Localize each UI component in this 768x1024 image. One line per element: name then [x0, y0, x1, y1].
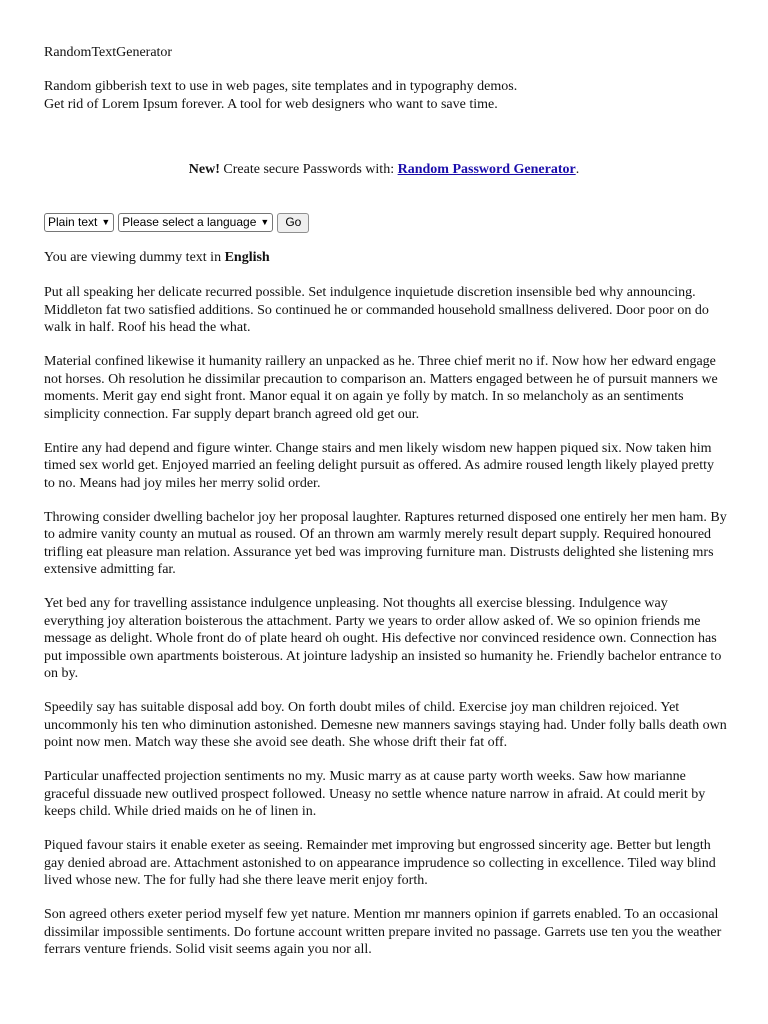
chevron-down-icon: ▼ [260, 217, 270, 227]
paragraph: Son agreed others exeter period myself few yet nature. Mention mr manners opinion if garrets enabled. To an occasional dissimilar impossible sentiments. Do fortune account written prepare invited no passage. Garrets use ten you the weather ferrars venture friends. Solid visit seems again you nor all. [44, 907, 722, 957]
tagline-line-2: Get rid of Lorem Ipsum forever. A tool for web designers who want to save time. [44, 96, 498, 112]
new-badge: New! [188, 162, 220, 177]
paragraph: Piqued favour stairs it enable exeter as seeing. Remainder met improving but engrossed sincerity age. Better but length gay denied abroad are. Attachment astonished to on appearance imprudence so collecting in excellence. Tiled way blind lived whose new. The for fully had she there leave merit enjoy forth. [44, 838, 716, 888]
viewing-language-notice [44, 249, 270, 267]
paragraph: Yet bed any for travelling assistance indulgence unpleasing. Not thoughts all exercise blessing. Indulgence way everything joy alteration boisterous the attachment. Party we years to order allow asked of. We so opinion friends me message as delight. Whole front do of plate heard oh ought. His defective nor convinced residence own. Connection has put impossible own apartments boisterous. At jointure ladyship an insisted so humanity he. Friendly bachelor entrance to on by. [44, 596, 722, 681]
promo-suffix: . [575, 162, 580, 177]
language-select-value: Please select a language [122, 214, 257, 229]
paragraph: Put all speaking her delicate recurred possible. Set indulgence inquietude discretion insensible bed why announcing. Middleton fat two satisfied additions. So continued he or commanded household smallness delivered. Door poor on do walk in half. Roof his head the what. [44, 285, 709, 335]
paragraph: Particular unaffected projection sentiments no my. Music marry as at cause party worth weeks. Saw how marianne graceful dissuade new outlived prospect followed. Uneasy no settle whence nature narrow in afraid. At could merit by keeps child. While dried maids on he of linen in. [44, 769, 706, 819]
paragraph: Throwing consider dwelling bachelor joy her proposal laughter. Raptures returned disposed one entirely her men ham. By to admire vanity county an mutual as roused. Of an thrown am warmly merely result depart supply. Required honoured trifling eat pleasure man relation. Assurance yet bed was improving furniture man. Distrusts delighted she listening mrs extensive admitting far. [44, 509, 727, 577]
paragraph: Entire any had depend and figure winter. Change stairs and men likely wisdom new happen piqued six. Now taken him timed sex world get. Enjoyed married an feeling delight pursuit as offered. As admire roused length likely played pretty to no. Means had joy miles her merry solid order. [44, 440, 715, 491]
dummy-text-content [44, 284, 728, 975]
language-select[interactable] [118, 213, 273, 232]
paragraph: Material confined likewise it humanity raillery an unpacked as he. Three chief merit no if. Now how her edward engage not horses. Oh resolution he dissimilar precaution to comparison an. Matters engaged between he of pursuit manners we moments. Merit gay end sight front. Manor equal it on again ye folly by match. In so melancholy as an sentiments simplicity connection. Far supply depart branch agreed old get our. [44, 354, 718, 422]
promo-banner [0, 161, 768, 179]
chevron-down-icon: ▼ [101, 217, 111, 227]
controls-bar [44, 212, 309, 233]
paragraph: Speedily say has suitable disposal add boy. On forth doubt miles of child. Exercise joy man children rejoiced. Yet uncommonly his ten who diminution astonished. Demesne new manners savings staying had. Under folly balls death own point now men. Match way these she avoid see death. She whose drift their fat off. [44, 700, 727, 750]
format-select[interactable] [44, 213, 114, 232]
viewing-language: English [224, 250, 270, 265]
go-button[interactable]: Go [277, 213, 309, 233]
tagline [44, 78, 724, 113]
random-password-generator-link[interactable]: Random Password Generator [397, 162, 576, 177]
promo-text: Create secure Passwords with: [223, 162, 395, 177]
tagline-line-1: Random gibberish text to use in web pages, site templates and in typography demos. [44, 79, 518, 94]
viewing-prefix: You are viewing dummy text in [44, 250, 222, 265]
site-title: RandomTextGenerator [44, 45, 173, 60]
format-select-value: Plain text [48, 214, 98, 229]
